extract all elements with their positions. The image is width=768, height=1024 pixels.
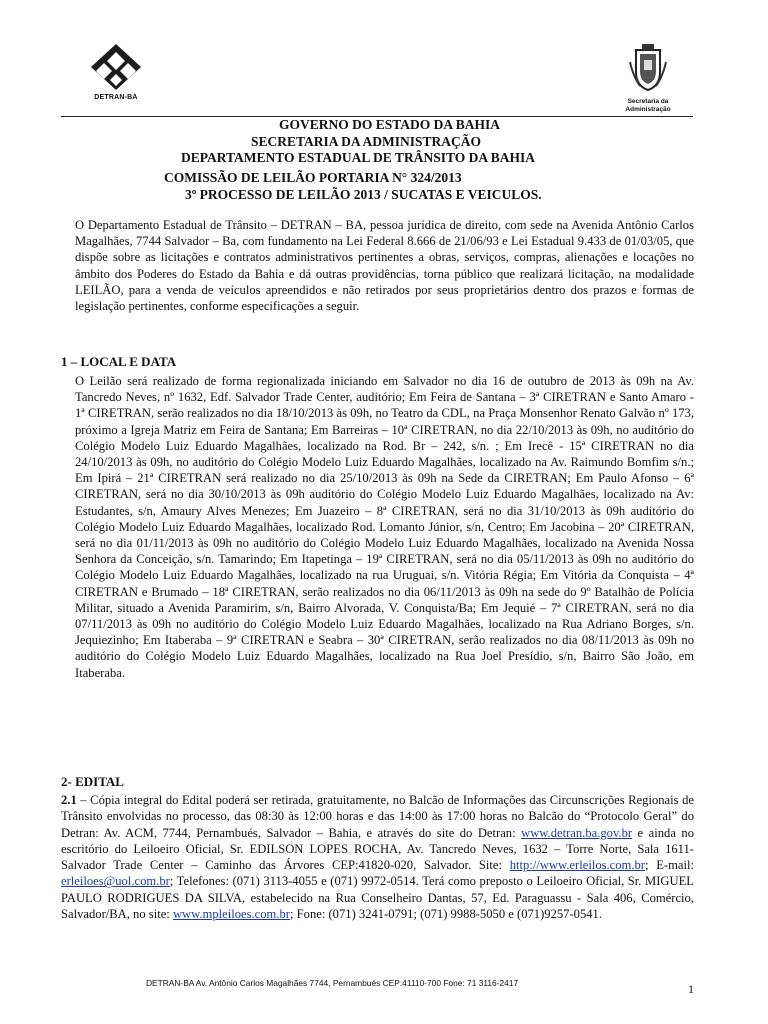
secretaria-logo	[618, 42, 678, 114]
link-email[interactable]: erleiloes@uol.com.br	[61, 874, 170, 889]
detran-emblem-icon	[89, 42, 143, 92]
title-line-comissao: COMISSÃO DE LEILÃO PORTARIA N° 324/2013	[164, 170, 462, 185]
title-line-departamento: DEPARTAMENTO ESTADUAL DE TRÂNSITO DA BAHIA	[181, 150, 535, 165]
title-line-processo: 3º PROCESSO DE LEILÃO 2013 / SUCATAS E VEICULOS.	[185, 187, 542, 202]
section-body-edital	[61, 792, 694, 922]
edital-text-b: e ainda no escritório do Leiloeiro Oficial, Sr. EDILSON LOPES ROCHA, Av. Tancredo Neves, 1632 – Torre Norte, Sala 1611- Salvador Trade Center – Caminho das Árvores CEP:41820-020, Salvador. Site:	[61, 825, 694, 873]
section-body-local-data: O Leilão será realizado de forma regionalizada iniciando em Salvador no dia 16 de outubro de 2013 às 09h na Av. Tancredo Neves, nº 1632, Edf. Salvador Trade Center, auditório; Em Feira de Santana – 3ª CIRETRAN e Santo Amaro - 1ª CIRETRAN, serão realizados no dia 18/10/2013 às 09h, no Teatro da CDL, na Praça Monsenhor Renato Galvão nº 173, próximo a Igreja Matriz em Feira de Santana; Em Barreiras – 10ª CIRETRAN, no dia 22/10/2013 às 09h, no auditório do Colégio Modelo Luiz Eduardo Magalhães, localizado na Rod. Br – 242, s/n. ; Em Irecê - 15ª CIRETRAN no dia 24/10/2013 às 09h, no auditório do Colégio Modelo Luiz Eduardo Magalhães, localizado na Av. Raimundo Bomfim s/n.; Em Ipirá – 21ª CIRETRAN será realizado no dia 25/10/2013 às 09h na Sede da CIRETRAN; Em Paulo Afonso – 6ª CIRETRAN, será no dia 30/10/2013 às 09h auditório do Colégio Modelo Luiz Eduardo Magalhães, localizado na Av: Estudantes, s/n, Amaury Alves Menezes; Em Juazeiro – 8ª CIRETRAN, será no dia 31/10/2013 às 09h auditório do Colégio Modelo Luiz Eduardo Magalhães, localizado Rod. Lomanto Júnior, s/n, Centro; Em Jacobina – 20ª CIRETRAN, será no dia 01/11/2013 às 09h no auditório do Colégio Modelo Luiz Eduardo Magalhães, localizado na Avenida Nossa Senhora da Conceição, s/n. Tamarindo; Em Itapetinga – 19ª CIRETRAN, será no dia 05/11/2013 às 09h no auditório do Colégio Modelo Luiz Eduardo Magalhães, localizado na rua Uruguai, s/n. Vitória Régia; Em Vitória da Conquista – 4ª CIRETRAN e Brumado – 18ª CIRETRAN, serão realizados no dia 06/11/2013 às 09h na sede do 9º Batalhão de Polícia Militar, situado a Avenida Paramirim, s/n, Bairro Alvorada, V. Conquista/Ba; Em Jequié – 7ª CIRETRAN, será no dia 07/11/2013 às 09h no auditório do Colégio Modelo Luiz Eduardo Magalhães, localizado na Rua Adriano Borges, s/n. Jequiezinho; Em Itaberaba – 9ª CIRETRAN e Seabra – 30ª CIRETRAN, serão realizados no dia 08/11/2013 às 09h no auditório do Colégio Modelo Luiz Eduardo Magalhães, localizado na Rua Joel Presídio, s/n, Bairro São João, em Itaberaba.	[75, 374, 694, 680]
title-line-governo: GOVERNO DO ESTADO DA BAHIA	[279, 117, 501, 132]
secretaria-caption-line1: Secretaria da	[627, 98, 669, 105]
item-number: 2.1	[61, 793, 77, 807]
title-line-secretaria: SECRETARIA DA ADMINISTRAÇÃO	[251, 134, 482, 149]
edital-text-d: ; Telefones: (071) 3113-4055 e (071) 9972-0514. Terá como preposto o Leiloeiro Oficial, Sr. MIGUEL PAULO RODRIGUES DA SILVA, estabelecido na Rua Conselheiro Dantas, 57, Ed. Paraguassu - Sala 406, Comércio, Salvador/BA, no site:	[61, 874, 694, 922]
footer-address: DETRAN-BA Av. Antônio Carlos Magalhães 7744, Pernambués CEP:41110-700 Fone: 71 3116-2417	[146, 978, 519, 988]
secretaria-caption-line2: Administração	[625, 106, 671, 113]
link-mpleiloes-site[interactable]: www.mpleiloes.com.br	[172, 907, 290, 922]
intro-paragraph: O Departamento Estadual de Trânsito – DETRAN – BA, pessoa jurídica de direito, com sede na Avenida Antônio Carlos Magalhães, 7744 Salvador – Ba, com fundamento na Lei Federal 8.666 de 21/06/93 e Lei Estadual 9.433 de 01/03/05, que dispõe sobre as licitações e contratos administrativos pertinentes a obras, serviços, compras, alienações e locações no âmbito dos Poderes do Estado da Bahia e dá outras providências, torna público que realizará licitação, na modalidade LEILÃO, para a venda de veículos apreendidos e não retirados por seus proprietários dentro dos prazos e formas de legislação pertinentes, conforme especificações a seguir.	[75, 218, 694, 314]
detran-logo	[84, 42, 148, 101]
section-heading-local-data: 1 – LOCAL E DATA	[61, 354, 177, 369]
section-heading-edital: 2- EDITAL	[61, 774, 124, 789]
link-detran-site[interactable]: www.detran.ba.gov.br	[521, 825, 633, 840]
bahia-coat-of-arms-icon	[628, 42, 668, 92]
edital-text-e: ; Fone: (071) 3241-0791; (071) 9988-5050 e (071)9257-0541.	[290, 907, 603, 922]
page-number: 1	[688, 982, 694, 996]
edital-text-a: – Cópia integral do Edital poderá ser retirada, gratuitamente, no Balcão de Informações das Circunscrições Regionais de Trânsito envolvidas no processo, das 08:30 às 12:00 horas e das 14:00 às 17:00 horas no Balcão do “Protocolo Geral” do Detran: Av. ACM, 7744, Pernambués, Salvador – Bahia, e através do site do Detran:	[61, 793, 694, 840]
detran-logo-caption: DETRAN-BA	[94, 94, 138, 101]
edital-text-c: ; E-mail:	[645, 858, 694, 873]
link-erleilos-site[interactable]: http://www.erleilos.com.br	[509, 858, 645, 873]
